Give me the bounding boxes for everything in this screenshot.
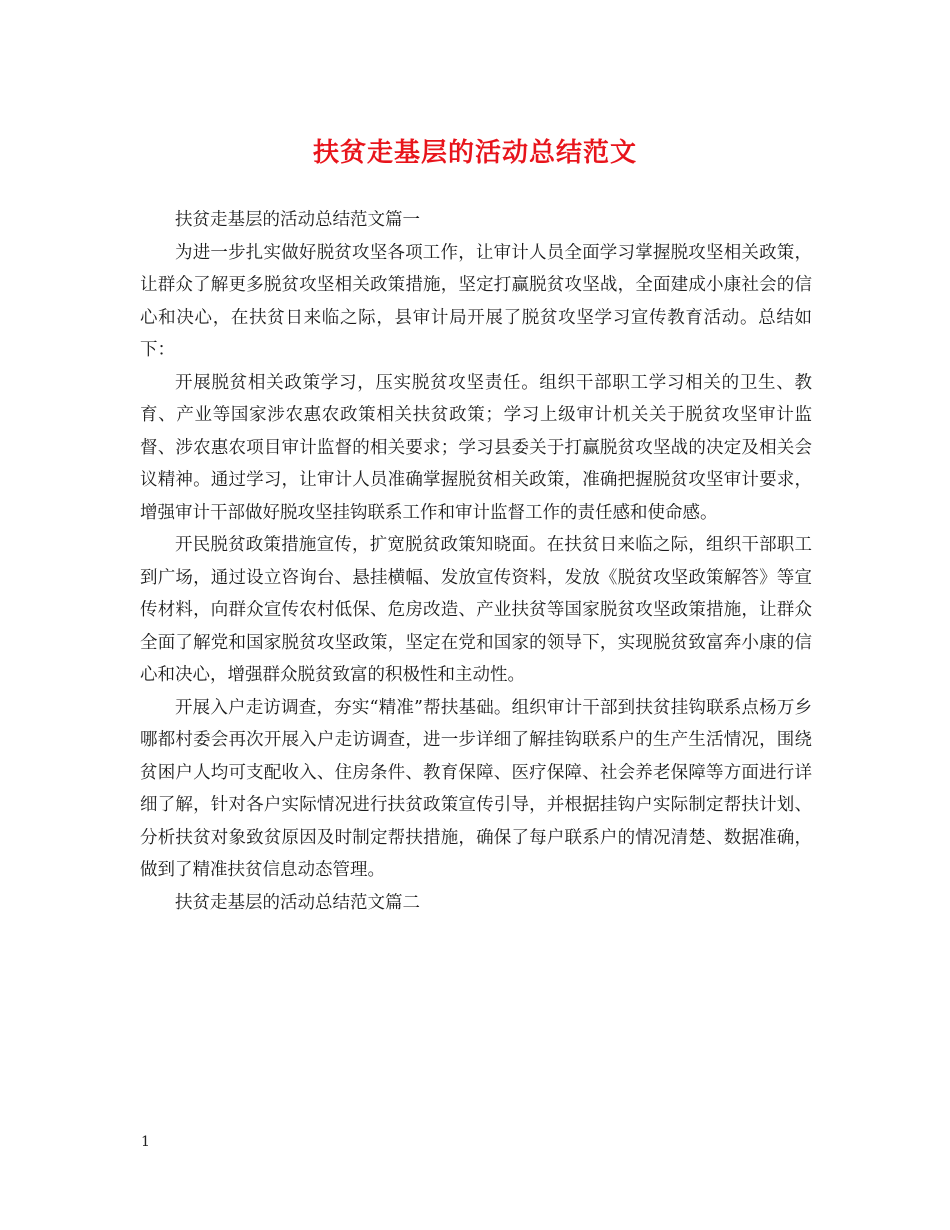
- paragraph-policy-publicity: 开民脱贫政策措施宣传，扩宽脱贫政策知晓面。在扶贫日来临之际，组织干部职工到广场，通过设立咨询台、悬挂横幅、发放宣传资料，发放《脱贫攻坚政策解答》等宣传材料，向群众宣传农村低保、危房改造、产业扶贫等国家脱贫攻坚政策措施，让群众全面了解党和国家脱贫攻坚政策，坚定在党和国家的领导下，实现脱贫致富奔小康的信心和决心，增强群众脱贫致富的积极性和主动性。: [140, 535, 812, 685]
- document-body: [140, 204, 812, 919]
- paragraph-policy-study: 开展脱贫相关政策学习，压实脱贫攻坚责任。组织干部职工学习相关的卫生、教育、产业等国家涉农惠农政策相关扶贫政策；学习上级审计机关关于脱贫攻坚审计监督、涉农惠农项目审计监督的相关要求；学习县委关于打赢脱贫攻坚战的决定及相关会议精神。通过学习，让审计人员准确掌握脱贫相关政策，准确把握脱贫攻坚审计要求，增强审计干部做好脱攻坚挂钩联系工作和审计监督工作的责任感和使命感。: [140, 372, 812, 523]
- page-number: 1: [141, 1134, 150, 1150]
- section-heading-2: 扶贫走基层的活动总结范文篇二: [175, 892, 420, 913]
- section-heading-1: 扶贫走基层的活动总结范文篇一: [175, 210, 420, 230]
- paragraph-intro: 为进一步扎实做好脱贫攻坚各项工作，让审计人员全面学习掌握脱攻坚相关政策，让群众了解更多脱贫攻坚相关政策措施，坚定打赢脱贫攻坚战，全面建成小康社会的信心和决心，在扶贫日来临之际，县审计局开展了脱贫攻坚学习宣传教育活动。总结如下：: [140, 242, 812, 360]
- paragraph-household-survey: 开展入户走访调查，夯实“精准”帮扶基础。组织审计干部到扶贫挂钩联系点杨万乡哪都村委会再次开展入户走访调查，进一步详细了解挂钩联系户的生产生活情况，围绕贫困户人均可支配收入、住房条件、教育保障、医疗保障、社会养老保障等方面进行详细了解，针对各户实际情况进行扶贫政策宣传引导，并根据挂钩户实际制定帮扶计划、分析扶贫对象致贫原因及时制定帮扶措施，确保了每户联系户的情况清楚、数据准确，做到了精准扶贫信息动态管理。: [140, 697, 812, 880]
- document-title: 扶贫走基层的活动总结范文: [312, 138, 637, 168]
